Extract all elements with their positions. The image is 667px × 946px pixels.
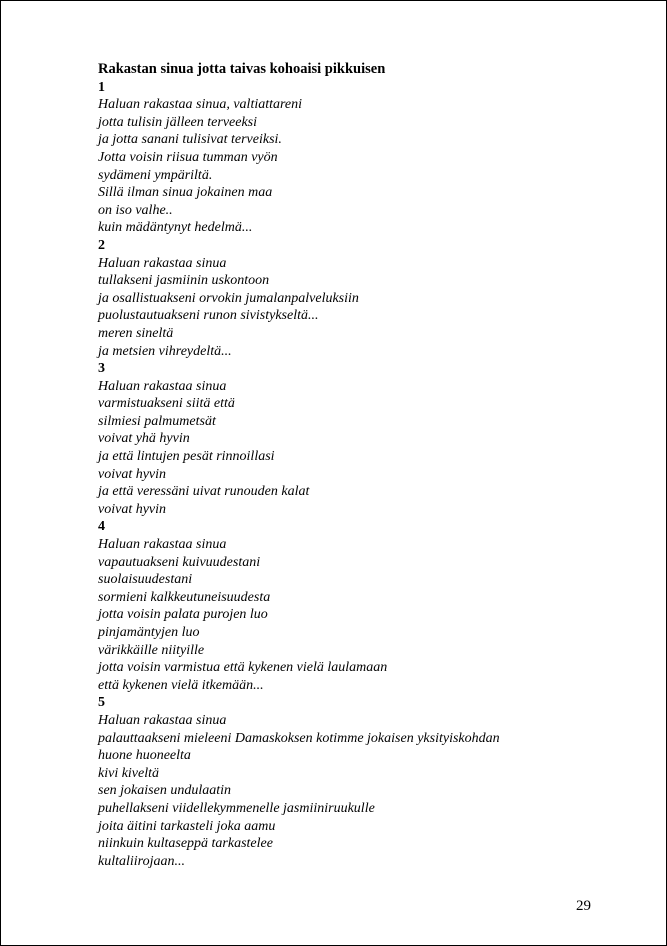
poem-line: sen jokaisen undulaatin [98,783,231,799]
section-number: 3 [98,361,105,377]
poem-line: ja että lintujen pesät rinnoillasi [98,449,275,465]
poem-section [98,518,638,694]
poem-section [98,360,638,518]
poem-line: kultaliirojaan... [98,853,185,869]
poem-line: huone huoneelta [98,748,191,764]
poem-section [98,694,638,870]
section-number: 4 [98,519,105,535]
section-number: 1 [98,79,105,95]
poem [98,61,638,870]
poem-line: kuin mädäntynyt hedelmä... [98,220,253,236]
poem-line: ja osallistuakseni orvokin jumalanpalveluksiin [98,290,359,306]
poem-line: silmiesi palmumetsät [98,413,216,429]
poem-line: jotta tulisin jälleen terveeksi [98,114,258,130]
poem-title: Rakastan sinua jotta taivas kohoaisi pikkuisen [98,61,386,77]
poem-line: voivat hyvin [98,466,167,482]
poem-line: palauttaakseni mieleeni Damaskoksen kotimme jokaisen yksityiskohdan [98,730,500,746]
poem-line: voivat hyvin [98,501,167,517]
poem-line: Haluan rakastaa sinua, valtiattareni [98,97,303,113]
poem-line: Haluan rakastaa sinua [98,378,227,394]
poem-line: Haluan rakastaa sinua [98,712,227,728]
poem-line: Sillä ilman sinua jokainen maa [98,185,273,201]
page-number: 29 [576,898,591,914]
poem-line: vapautuakseni kuivuudestani [98,554,261,570]
poem-line: jotta voisin palata purojen luo [98,607,268,623]
poem-sections [98,79,638,871]
poem-line: ja että veressäni uivat runouden kalat [98,484,310,500]
poem-line: ja jotta sanani tulisivat terveiksi. [98,132,282,148]
poem-line: värikkäille niityille [98,642,205,658]
poem-section [98,237,638,360]
poem-line: ja metsien vihreydeltä... [98,343,232,359]
poem-line: tullakseni jasmiinin uskontoon [98,273,270,289]
poem-line: suolaisuudestani [98,572,193,588]
poem-line: meren sineltä [98,325,174,341]
poem-section [98,79,638,237]
poem-line: joita äitini tarkasteli joka aamu [98,818,276,834]
section-number: 2 [98,237,105,253]
poem-line: puolustautuakseni runon sivistykseltä... [98,308,319,324]
poem-line: voivat yhä hyvin [98,431,190,447]
poem-line: niinkuin kultaseppä tarkastelee [98,836,273,852]
poem-line: Haluan rakastaa sinua [98,255,227,271]
poem-line: jotta voisin varmistua että kykenen vielä laulamaan [98,660,388,676]
poem-line: kivi kiveltä [98,765,160,781]
poem-line: pinjamäntyjen luo [98,625,200,640]
poem-line: sormieni kalkkeutuneisuudesta [98,589,271,605]
poem-line: Haluan rakastaa sinua [98,537,227,553]
poem-line: puhellakseni viidellekymmenelle jasmiiniruukulle [98,800,375,816]
poem-line: on iso valhe.. [98,202,173,218]
poem-line: varmistuakseni siitä että [98,396,235,412]
poem-line: sydämeni ympäriltä. [98,167,213,183]
section-number: 5 [98,695,105,711]
poem-line: että kykenen vielä itkemään... [98,677,264,693]
poem-line: Jotta voisin riisua tumman vyön [98,149,278,165]
